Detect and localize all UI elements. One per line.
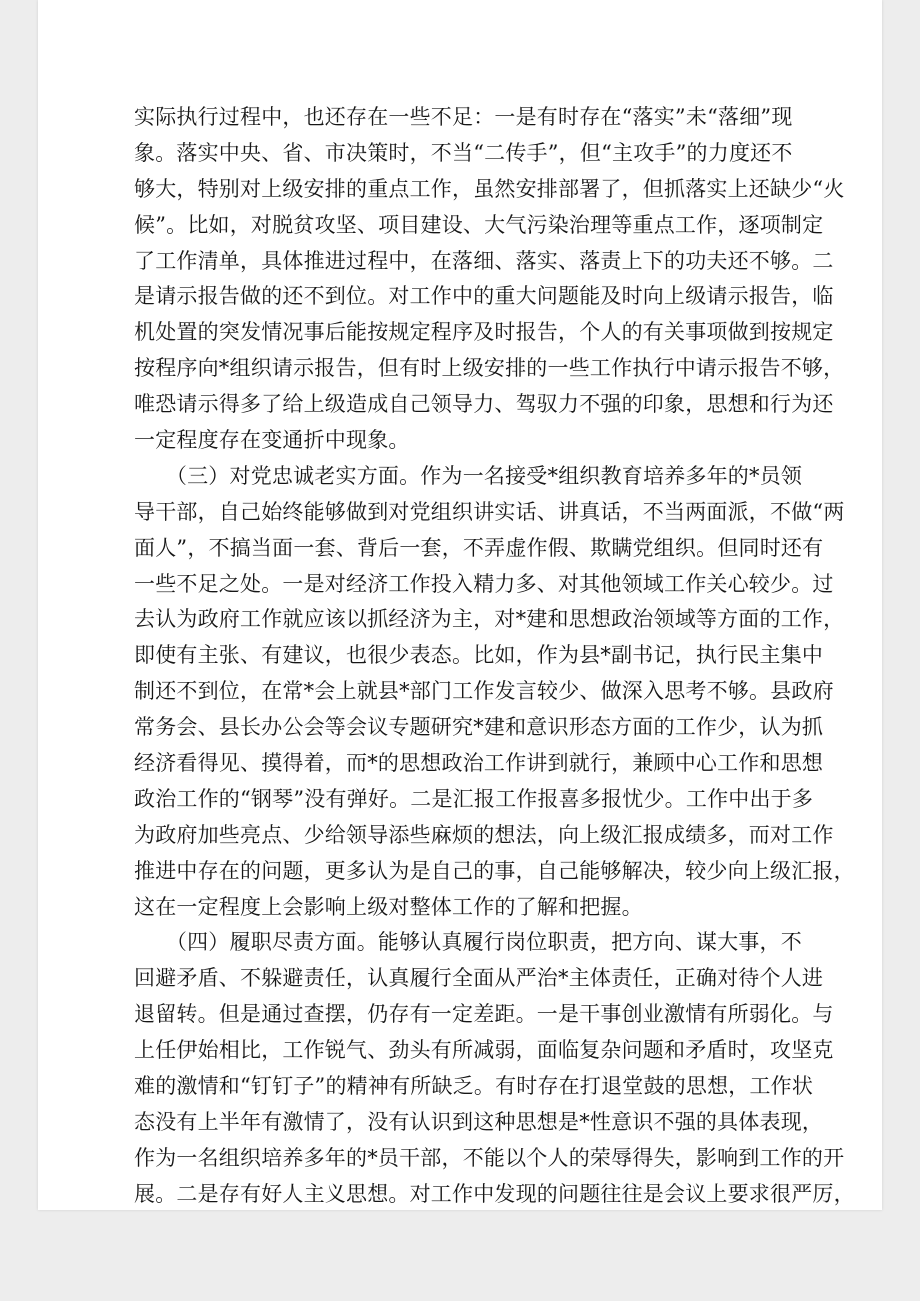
text-line: 候”。比如，对脱贫攻坚、项目建设、大气污染治理等重点工作，逐项制定 — [134, 212, 824, 237]
text-line: 作为一名组织培养多年的*员干部，不能以个人的荣辱得失，影响到工作的开 — [134, 1145, 845, 1170]
text-line: （三）对党忠诚老实方面。作为一名接受*组织教育培养多年的*员领 — [134, 463, 803, 488]
text-line: 难的激情和“钉钉子”的精神有所缺乏。有时存在打退堂鼓的思想，工作状 — [134, 1074, 814, 1099]
text-line: 即使有主张、有建议，也很少表态。比如，作为县*副书记，执行民主集中 — [134, 643, 824, 668]
text-line: 展。二是存有好人主义思想。对工作中发现的问题往往是会议上要求很严厉， — [134, 1181, 855, 1206]
text-line: 为政府加些亮点、少给领导添些麻烦的想法，向上级汇报成绩多，而对工作 — [134, 822, 834, 847]
text-line: 制还不到位，在常*会上就县*部门工作发言较少、做深入思考不够。县政府 — [134, 679, 834, 704]
text-line: 回避矛盾、不躲避责任，认真履行全面从严治*主体责任，正确对待个人进 — [134, 966, 824, 991]
text-line: 导干部，自己始终能够做到对党组织讲实话、讲真话，不当两面派，不做“两 — [134, 499, 845, 524]
text-line: 这在一定程度上会影响上级对整体工作的了解和把握。 — [134, 894, 643, 919]
text-line: 态没有上半年有激情了，没有认识到这种思想是*性意识不强的具体表现， — [134, 1109, 824, 1134]
text-line: 了工作清单，具体推进过程中，在落细、落实、落责上下的功夫还不够。二 — [134, 248, 834, 273]
text-line: 政治工作的“钢琴”没有弹好。二是汇报工作报喜多报忧少。工作中出于多 — [134, 786, 814, 811]
text-line: 推进中存在的问题，更多认为是自己的事，自己能够解决，较少向上级汇报， — [134, 858, 855, 883]
text-line: 唯恐请示得多了给上级造成自己领导力、驾驭力不强的印象，思想和行为还 — [134, 392, 834, 417]
document-body — [134, 100, 855, 1213]
text-line: 够大，特别对上级安排的重点工作，虽然安排部署了，但抓落实上还缺少“火 — [134, 176, 845, 201]
text-line: 实际执行过程中，也还存在一些不足：一是有时存在“落实”未“落细”现 — [134, 105, 793, 129]
text-line: 常务会、县长办公会等会议专题研究*建和意识形态方面的工作少，认为抓 — [134, 715, 824, 740]
text-line: 一定程度存在变通折中现象。 — [134, 428, 410, 453]
text-line: 经济看得见、摸得着，而*的思想政治工作讲到就行，兼顾中心工作和思想 — [134, 751, 824, 776]
text-line: 一些不足之处。一是对经济工作投入精力多、对其他领域工作关心较少。过 — [134, 571, 834, 596]
text-line: 机处置的突发情况事后能按规定程序及时报告，个人的有关事项做到按规定 — [134, 320, 834, 345]
text-line: 面人”，不搞当面一套、背后一套，不弄虚作假、欺瞒党组织。但同时还有 — [134, 535, 824, 560]
text-line: 退留转。但是通过查摆，仍存有一定差距。一是干事创业激情有所弱化。与 — [134, 1002, 834, 1027]
text-line: 象。落实中央、省、市决策时，不当“二传手”，但“主攻手”的力度还不 — [134, 140, 793, 165]
text-line: 上任伊始相比，工作锐气、劲头有所减弱，面临复杂问题和矛盾时，攻坚克 — [134, 1038, 834, 1063]
text-line: 去认为政府工作就应该以抓经济为主，对*建和思想政治领域等方面的工作， — [134, 607, 845, 632]
text-line: 是请示报告做的还不到位。对工作中的重大问题能及时向上级请示报告，临 — [134, 284, 834, 309]
text-line: （四）履职尽责方面。能够认真履行岗位职责，把方向、谋大事，不 — [134, 930, 802, 955]
text-line: 按程序向*组织请示报告，但有时上级安排的一些工作执行中请示报告不够， — [134, 356, 845, 381]
